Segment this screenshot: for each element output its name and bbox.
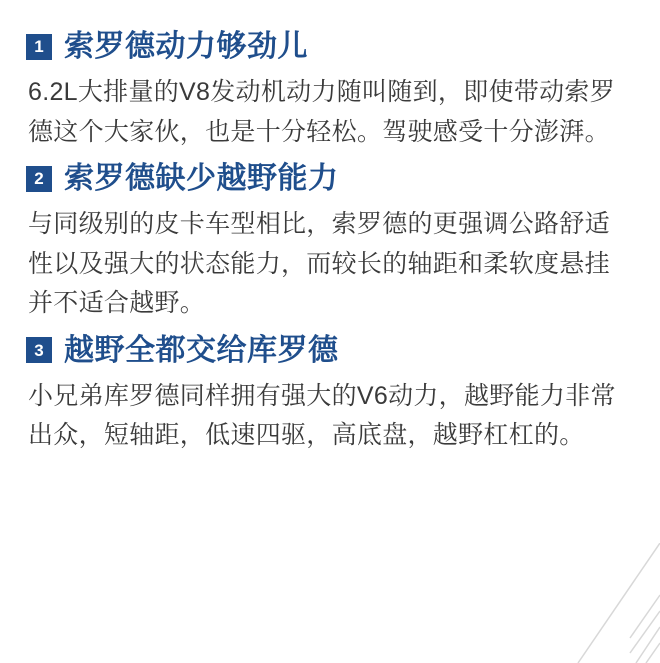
section-1: [26, 30, 634, 152]
section-1-number-badge: 1: [26, 34, 52, 60]
section-3: [26, 334, 634, 456]
corner-decoration-icon: [568, 543, 660, 663]
section-2-heading: 索罗德缺少越野能力: [64, 162, 339, 195]
section-1-heading: 索罗德动力够劲儿: [64, 30, 308, 63]
section-3-body: 小兄弟库罗德同样拥有强大的V6动力，越野能力非常出众，短轴距，低速四驱，高底盘，越野杠杠的。: [28, 381, 616, 449]
section-3-number-badge: 3: [26, 337, 52, 363]
section-2: [26, 162, 634, 324]
section-2-number-badge: 2: [26, 166, 52, 192]
section-2-body: 与同级别的皮卡车型相比，索罗德的更强调公路舒适性以及强大的状态能力，而较长的轴距和柔软度悬挂并不适合越野。: [28, 210, 610, 317]
section-1-heading-row: [26, 30, 634, 63]
section-3-heading-row: [26, 334, 634, 367]
section-1-body: 6.2L大排量的V8发动机动力随叫随到，即使带动索罗德这个大家伙，也是十分轻松。驾驶感受十分澎湃。: [28, 78, 616, 146]
section-3-heading: 越野全都交给库罗德: [64, 333, 339, 367]
section-2-heading-row: [26, 162, 634, 195]
